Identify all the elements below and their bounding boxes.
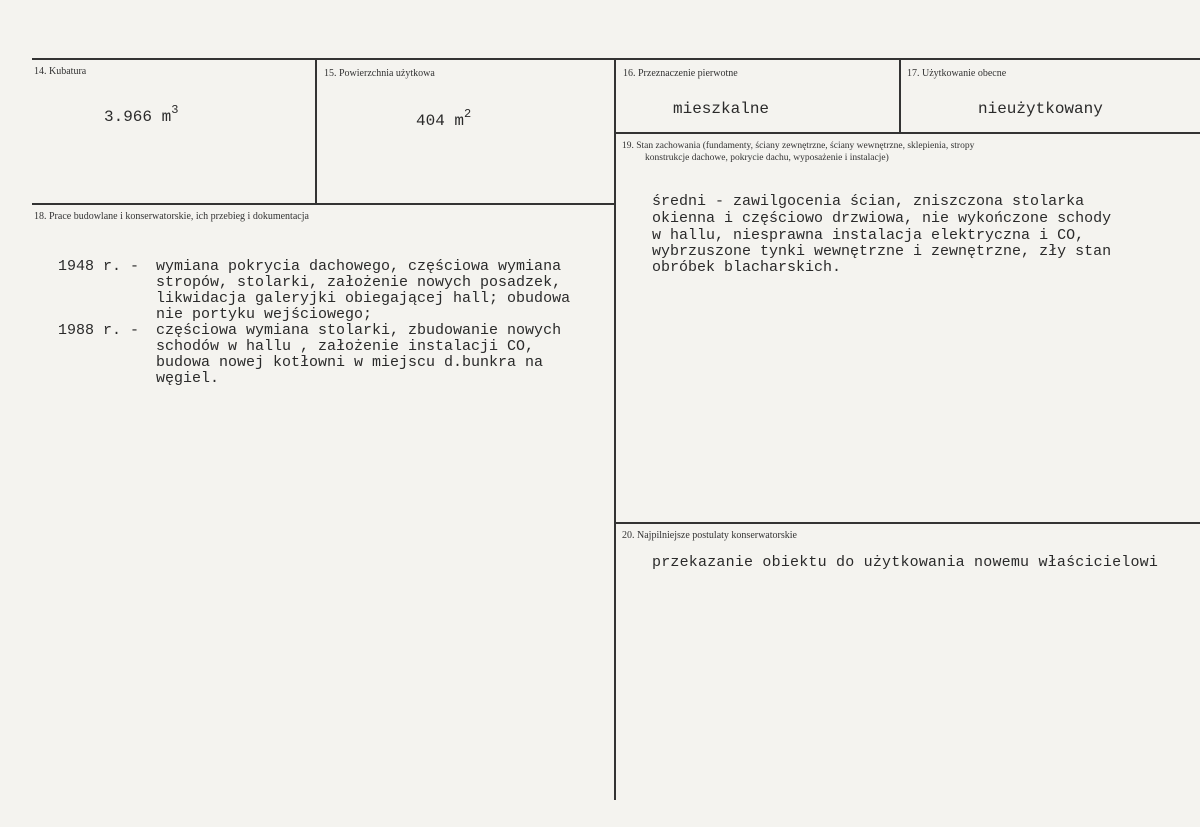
prace-entry-line: budowa nowej kotłowni w miejscu d.bunkra na (156, 354, 544, 371)
stan-line-5: obróbek blacharskich. (652, 259, 842, 276)
powierzchnia-number: 404 m (416, 112, 465, 130)
stan-line-3: w hallu, niesprawna instalacja elektryczna i CO, (652, 227, 1085, 244)
uzytkowanie-label: 17. Użytkowanie obecne (907, 68, 1007, 79)
stan-line-1: średni - zawilgocenia ścian, zniszczona stolarka (652, 193, 1085, 210)
prace-label: 18. Prace budowlane i konserwatorskie, ich przebieg i dokumentacja (34, 211, 309, 222)
prace-entry-line: schodów w hallu , założenie instalacji CO, (156, 338, 535, 355)
prace-entry-line: częściowa wymiana stolarki, zbudowanie nowych (156, 322, 562, 339)
top-rule (32, 58, 1200, 60)
divider-14-15 (315, 58, 317, 203)
kubatura-number: 3.966 m (104, 108, 172, 126)
postulaty-label: 20. Najpilniejsze postulaty konserwatorskie (622, 530, 797, 541)
prace-entry-line: wymiana pokrycia dachowego, częściowa wymiana (156, 258, 562, 275)
prace-entry-line: stropów, stolarki, założenie nowych posadzek, (156, 274, 562, 291)
rule-above-20 (614, 522, 1200, 524)
divider-16-17 (899, 58, 901, 132)
uzytkowanie-value: nieużytkowany (978, 100, 1103, 118)
kubatura-value (104, 103, 179, 126)
prace-entry-line: nie portyku wejściowego; (156, 306, 373, 323)
rule-under-16-17 (614, 132, 1200, 134)
rule-under-14-15 (32, 203, 615, 205)
przeznaczenie-label: 16. Przeznaczenie pierwotne (623, 68, 738, 79)
stan-label-line2: konstrukcje dachowe, pokrycie dachu, wyposażenie i instalacje) (645, 153, 889, 163)
stan-label-line1: 19. Stan zachowania (fundamenty, ściany zewnętrzne, ściany wewnętrzne, sklepienia, stropy (622, 141, 975, 151)
powierzchnia-label: 15. Powierzchnia użytkowa (324, 68, 435, 79)
stan-line-4: wybrzuszone tynki wewnętrzne i zewnętrzne, zły stan (652, 243, 1112, 260)
stan-line-2: okienna i częściowo drzwiowa, nie wykończone schody (652, 210, 1112, 227)
postulaty-value: przekazanie obiektu do użytkowania nowemu właścicielowi (652, 554, 1159, 571)
powierzchnia-value (416, 107, 472, 130)
powierzchnia-exponent: 2 (464, 107, 472, 121)
kubatura-exponent: 3 (171, 103, 179, 117)
prace-entry-line: likwidacja galeryjki obiegającej hall; obudowa (156, 290, 571, 307)
prace-entry-year: 1948 r. - (58, 258, 140, 275)
prace-entry-line: węgiel. (156, 370, 220, 387)
kubatura-label: 14. Kubatura (34, 66, 87, 77)
center-divider (614, 58, 616, 800)
prace-entry-year: 1988 r. - (58, 322, 140, 339)
przeznaczenie-value: mieszkalne (673, 100, 770, 118)
